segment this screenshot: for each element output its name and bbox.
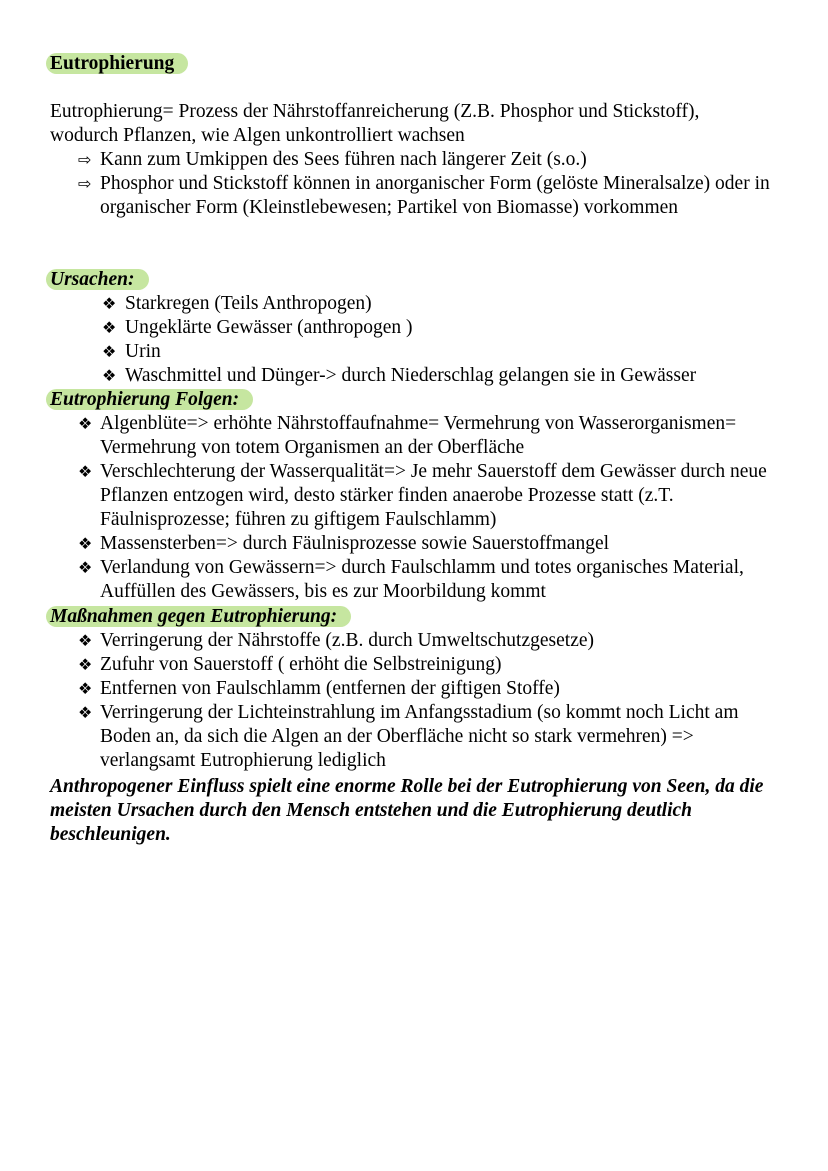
- arrow-right-outline-icon: ⇨: [78, 174, 92, 193]
- cause-text: Urin: [125, 341, 161, 362]
- list-item: [50, 653, 790, 677]
- definition-points: [50, 148, 770, 220]
- list-item: [50, 460, 790, 532]
- four-diamond-bullet-icon: ❖: [78, 703, 93, 722]
- causes-list: [50, 292, 790, 388]
- list-item: [50, 148, 770, 172]
- measure-text: Zufuhr von Sauerstoff ( erhöht die Selbstreinigung): [100, 654, 502, 675]
- cause-text: Ungeklärte Gewässer (anthropogen ): [125, 317, 413, 338]
- consequences-list: [50, 412, 790, 604]
- list-item: [50, 412, 790, 460]
- list-item: [50, 364, 790, 388]
- definition-text: Eutrophierung= Prozess der Nährstoffanreicherung (Z.B. Phosphor und Stickstoff), wodurch Pflanzen, wie Algen unkontrolliert wachsen: [50, 101, 700, 146]
- measures-section: [50, 605, 790, 847]
- definition-point-text: Phosphor und Stickstoff können in anorganischer Form (gelöste Mineralsalze) oder in organischer Form (Kleinstlebewesen; Partikel von Biomasse) vorkommen: [100, 173, 770, 218]
- four-diamond-bullet-icon: ❖: [102, 294, 117, 313]
- arrow-right-outline-icon: ⇨: [78, 150, 92, 169]
- list-item: [50, 532, 790, 556]
- list-item: [50, 556, 790, 604]
- conclusion-text: Anthropogener Einfluss spielt eine enorme Rolle bei der Eutrophierung von Seen, da die meisten Ursachen durch den Mensch entstehen und die Eutrophierung deutlich beschleunigen.: [50, 776, 764, 845]
- four-diamond-bullet-icon: ❖: [78, 414, 93, 433]
- causes-section: [50, 268, 790, 388]
- measures-list: [50, 629, 790, 773]
- four-diamond-bullet-icon: ❖: [78, 655, 93, 674]
- consequence-text: Verlandung von Gewässern=> durch Faulschlamm und totes organisches Material, Auffüllen des Gewässers, bis es zur Moorbildung kommt: [100, 557, 744, 602]
- list-item: [50, 292, 790, 316]
- list-item: [50, 172, 770, 220]
- consequence-text: Algenblüte=> erhöhte Nährstoffaufnahme= Vermehrung von Wasserorganismen= Vermehrung von totem Organismen an der Oberfläche: [100, 413, 737, 458]
- four-diamond-bullet-icon: ❖: [102, 366, 117, 385]
- four-diamond-bullet-icon: ❖: [78, 558, 93, 577]
- title-block: [50, 52, 790, 76]
- list-item: [50, 316, 790, 340]
- four-diamond-bullet-icon: ❖: [78, 462, 93, 481]
- list-item: [50, 701, 790, 773]
- measures-heading: Maßnahmen gegen Eutrophierung:: [46, 606, 351, 627]
- four-diamond-bullet-icon: ❖: [102, 342, 117, 361]
- cause-text: Waschmittel und Dünger-> durch Niederschlag gelangen sie in Gewässer: [125, 365, 697, 386]
- four-diamond-bullet-icon: ❖: [78, 534, 93, 553]
- consequences-section: [50, 388, 790, 604]
- consequences-heading: Eutrophierung Folgen:: [46, 389, 253, 410]
- four-diamond-bullet-icon: ❖: [102, 318, 117, 337]
- measure-text: Verringerung der Nährstoffe (z.B. durch Umweltschutzgesetze): [100, 630, 594, 651]
- consequence-text: Verschlechterung der Wasserqualität=> Je mehr Sauerstoff dem Gewässer durch neue Pflanzen entzogen wird, desto stärker finden anaerobe Prozesse statt (z.T. Fäulnisprozesse; führen zu giftigem Faulschlamm): [100, 461, 767, 530]
- four-diamond-bullet-icon: ❖: [78, 631, 93, 650]
- definition-point-text: Kann zum Umkippen des Sees führen nach längerer Zeit (s.o.): [100, 149, 587, 170]
- consequence-text: Massensterben=> durch Fäulnisprozesse sowie Sauerstoffmangel: [100, 533, 610, 554]
- causes-heading: Ursachen:: [46, 269, 149, 290]
- list-item: [50, 340, 790, 364]
- page-title: Eutrophierung: [46, 53, 188, 74]
- measure-text: Verringerung der Lichteinstrahlung im Anfangsstadium (so kommt noch Licht am Boden an, da sich die Algen an der Oberfläche nicht so stark vermehren) => verlangsamt Eutrophierung lediglich: [100, 702, 739, 771]
- definition-block: [50, 100, 770, 220]
- list-item: [50, 677, 790, 701]
- measure-text: Entfernen von Faulschlamm (entfernen der giftigen Stoffe): [100, 678, 560, 699]
- cause-text: Starkregen (Teils Anthropogen): [125, 293, 372, 314]
- list-item: [50, 629, 790, 653]
- four-diamond-bullet-icon: ❖: [78, 679, 93, 698]
